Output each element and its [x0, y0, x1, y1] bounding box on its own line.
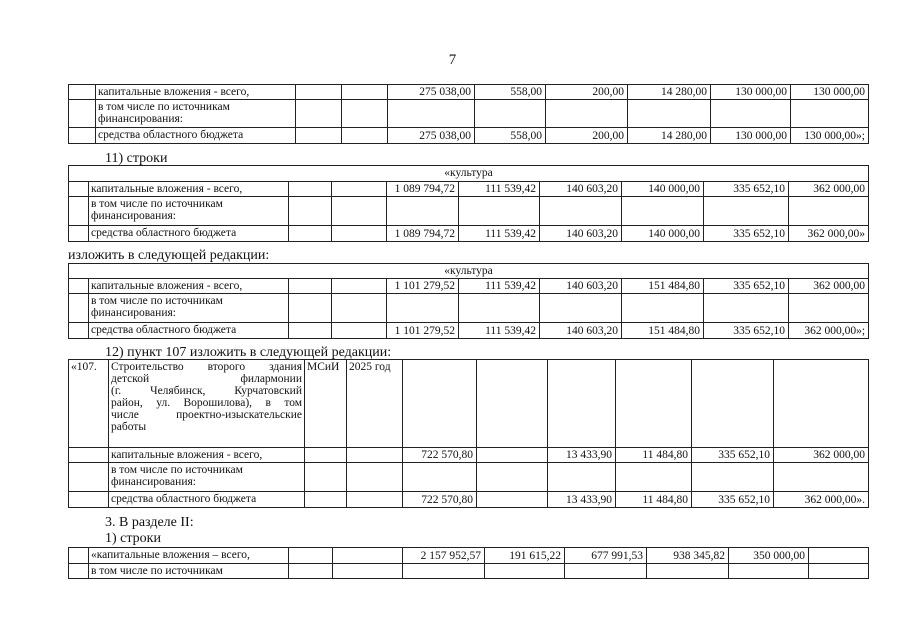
table-row: капитальные вложения - всего, 275 038,00 558,00 200,00 14 280,00 130 000,00 130 000,00	[69, 85, 869, 100]
item-description: Строительство второго здания детской филармонии (г. Челябинск, Курчатовский район, ул. Ворошилова), в том числе проектно-изыскательские работы	[109, 360, 305, 448]
paragraph-1: 1) строки	[105, 531, 161, 546]
row-label: средства областного бюджета	[89, 323, 289, 339]
item-number: «107.	[69, 360, 109, 448]
table-2	[68, 165, 869, 242]
row-label: в том числе по источникам	[89, 564, 289, 579]
table-row: средства областного бюджета 1 089 794,72 111 539,42 140 603,20 140 000,00 335 652,10 362 000,00»	[69, 226, 869, 242]
table-row	[69, 360, 869, 448]
table-row: в том числе по источникам финансирования:	[69, 100, 869, 128]
paragraph-izlozhit: изложить в следующей редакции:	[68, 248, 270, 263]
section-title: «культура	[69, 166, 869, 182]
table-row: «капитальные вложения – всего, 2 157 952,57 191 615,22 677 991,53 938 345,82 350 000,00	[69, 548, 869, 564]
table-row: капитальные вложения - всего, 722 570,80 13 433,90 11 484,80 335 652,10 362 000,00	[69, 448, 869, 463]
paragraph-11: 11) строки	[105, 151, 168, 166]
organization: МСиИ	[305, 360, 347, 448]
row-label: капитальные вложения - всего,	[89, 182, 289, 197]
row-label: капитальные вложения - всего,	[109, 448, 305, 463]
year: 2025 год	[347, 360, 403, 448]
table-4	[68, 359, 869, 508]
page-number: 7	[448, 52, 457, 68]
table-row: в том числе по источникам финансирования:	[69, 294, 869, 323]
table-row: в том числе по источникам финансирования:	[69, 463, 869, 492]
row-label: «капитальные вложения – всего,	[89, 548, 289, 564]
row-label: средства областного бюджета	[89, 226, 289, 242]
paragraph-12: 12) пункт 107 изложить в следующей редакции:	[105, 345, 392, 360]
table-row: капитальные вложения - всего, 1 089 794,72 111 539,42 140 603,20 140 000,00 335 652,10 362 000,00	[69, 182, 869, 197]
table-3	[68, 263, 869, 339]
table-row: средства областного бюджета 1 101 279,52 111 539,42 140 603,20 151 484,80 335 652,10 362 000,00»;	[69, 323, 869, 339]
table-row: в том числе по источникам финансирования:	[69, 197, 869, 226]
table-row: средства областного бюджета 722 570,80 13 433,90 11 484,80 335 652,10 362 000,00».	[69, 492, 869, 508]
row-label: капитальные вложения - всего,	[96, 85, 296, 100]
row-label: средства областного бюджета	[109, 492, 305, 508]
table-1	[68, 84, 869, 144]
table-row: капитальные вложения - всего, 1 101 279,52 111 539,42 140 603,20 151 484,80 335 652,10 362 000,00	[69, 279, 869, 294]
table-5	[68, 547, 869, 579]
paragraph-3: 3. В разделе II:	[105, 515, 194, 530]
row-label: капитальные вложения - всего,	[89, 279, 289, 294]
table-row	[69, 564, 869, 579]
row-label: средства областного бюджета	[96, 128, 296, 144]
table-row: средства областного бюджета 275 038,00 558,00 200,00 14 280,00 130 000,00 130 000,00»;	[69, 128, 869, 144]
section-title: «культура	[69, 264, 869, 279]
